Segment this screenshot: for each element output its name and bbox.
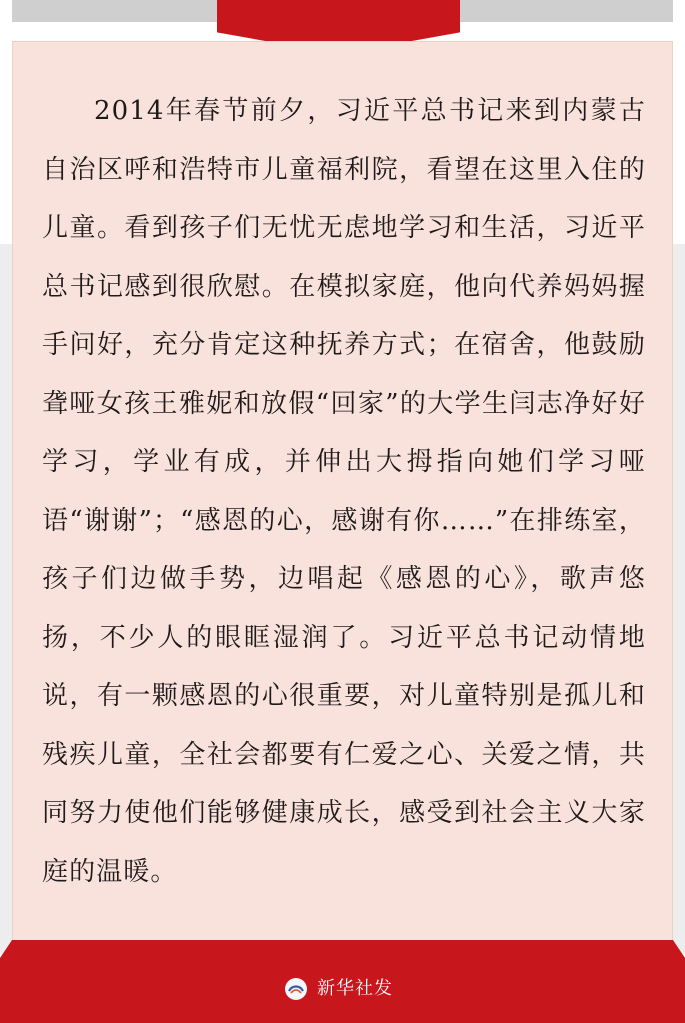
left-side-line (0, 244, 12, 954)
source-label: 新华社发 (317, 978, 393, 999)
xinhua-logo-icon (285, 978, 307, 1000)
footer-brand (285, 977, 393, 1001)
article-body: 2014年春节前夕，习近平总书记来到内蒙古自治区呼和浩特市儿童福利院，看望在这里入住的儿童。看到孩子们无忧无虑地学习和生活，习近平总书记感到很欣慰。在模拟家庭，他向代养妈妈握手问好，充分肯定这种抚养方式；在宿舍，他鼓励聋哑女孩王雅妮和放假“回家”的大学生闫志净好好学习，学业有成，并伸出大拇指向她们学习哑语“谢谢”；“感恩的心，感谢有你……”在排练室，孩子们边做手势，边唱起《感恩的心》，歌声悠扬，不少人的眼眶湿润了。习近平总书记动情地说，有一颗感恩的心很重要，对儿童特别是孤儿和残疾儿童，全社会都要有仁爱之心、关爱之情，共同努力使他们能够健康成长，感受到社会主义大家庭的温暖。 (42, 96, 646, 887)
right-side-line (673, 244, 685, 954)
